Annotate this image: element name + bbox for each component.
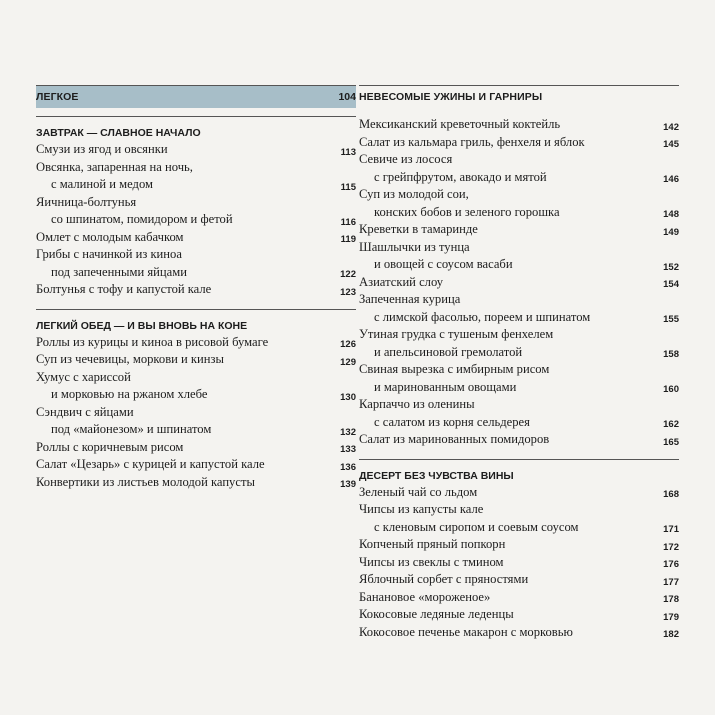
entry-title-line: Кокосовое печенье макарон с морковью (359, 624, 573, 639)
entry-title-line: и апельсиновой гремолатой (374, 344, 523, 359)
toc-entry[interactable] (359, 274, 679, 292)
entry-page-number: 155 (663, 314, 679, 325)
entry-page-number: 148 (663, 209, 679, 220)
entry-title-line: Яичница-болтунья (36, 194, 137, 209)
entry-page-number: 179 (663, 611, 679, 623)
entry-title-line: и маринованным овощами (374, 379, 517, 394)
entry-page-number: 130 (340, 391, 356, 403)
entry-page-number: 162 (663, 419, 679, 430)
entry-title-line: Зеленый чай со льдом (359, 484, 478, 499)
toc-entry[interactable] (359, 606, 679, 624)
entry-title-line: Овсянка, запаренная на ночь, (36, 159, 193, 174)
entry-title-line: Омлет с молодым кабачком (36, 229, 184, 244)
entry-title-line: Суп из чечевицы, моркови и кинзы (36, 352, 224, 366)
toc-entry[interactable] (36, 194, 356, 229)
toc-right-column (359, 85, 679, 641)
entry-title-line: Грибы с начинкой из киноа (36, 247, 182, 261)
entry-title-line: Чипсы из свеклы с тмином (359, 554, 504, 569)
entry-title-line: Запеченная курица (359, 292, 461, 306)
entry-title-line: Копченый пряный попкорн (359, 537, 506, 551)
entry-title-line: Суп из молодой сои, (359, 187, 469, 201)
entry-title-line: Чипсы из капусты кале (359, 502, 484, 516)
entry-page-number: 158 (663, 349, 679, 360)
entry-title-line: с лимской фасолью, пореем и шпинатом (374, 309, 591, 324)
entry-title-line: Севиче из лосося (359, 152, 453, 166)
entry-page-number: 132 (340, 426, 356, 438)
entry-page-number: 115 (340, 181, 356, 193)
entry-page-number: 172 (663, 541, 679, 553)
entry-title-line: с кленовым сиропом и соевым соусом (374, 519, 579, 534)
toc-entry[interactable] (36, 456, 356, 474)
toc-entry[interactable] (359, 239, 679, 274)
entry-page-number: 182 (663, 629, 679, 640)
entry-title-line: и морковью на ржаном хлебе (51, 387, 208, 401)
toc-entry[interactable] (359, 221, 679, 239)
entry-page-number: 168 (663, 489, 679, 500)
toc-entry[interactable] (36, 281, 356, 299)
toc-entry[interactable] (36, 334, 356, 352)
toc-entry[interactable] (36, 474, 356, 492)
entry-page-number: 149 (663, 226, 679, 238)
section-title: НЕВЕСОМЫЕ УЖИНЫ И ГАРНИРЫ (359, 91, 543, 103)
entry-title-line: Хумус с хариссой (36, 369, 131, 384)
entry-title-line: Болтунья с тофу и капустой кале (36, 282, 212, 296)
chapter-page-number: 104 (338, 91, 356, 103)
entry-page-number: 136 (340, 461, 356, 473)
entry-page-number: 119 (340, 234, 356, 245)
right-sections (359, 85, 679, 641)
entry-title-line: Салат из маринованных помидоров (359, 432, 550, 446)
entry-page-number: 126 (340, 339, 356, 350)
toc-entry[interactable] (359, 186, 679, 221)
toc-entry[interactable] (36, 351, 356, 369)
entry-title-line: Мексиканский креветочный коктейль (359, 117, 561, 131)
entry-title-line: и овощей с соусом васаби (374, 257, 513, 271)
entry-title-line: с грейпфрутом, авокадо и мятой (374, 169, 547, 184)
entry-page-number: 133 (340, 444, 356, 455)
entry-page-number: 146 (663, 174, 679, 185)
entry-page-number: 160 (663, 384, 679, 395)
entry-page-number: 139 (340, 479, 356, 490)
section-header (36, 309, 356, 334)
entry-title-line: Смузи из ягод и овсянки (36, 142, 168, 156)
section-header (36, 116, 356, 141)
entry-title-line: конских бобов и зеленого горошка (374, 204, 560, 219)
entry-title-line: с салатом из корня сельдерея (374, 414, 530, 429)
entry-title-line: Утиная грудка с тушеным фенхелем (359, 327, 554, 341)
entry-page-number: 129 (340, 356, 356, 368)
entry-title-line: Салат из кальмара гриль, фенхеля и яблок (359, 134, 585, 149)
entry-title-line: Шашлычки из тунца (359, 239, 470, 254)
section-header (359, 85, 679, 108)
toc-entry[interactable] (359, 624, 679, 642)
entry-title-line: Конвертики из листьев молодой капусты (36, 474, 255, 489)
toc-entry[interactable] (359, 116, 679, 134)
entry-title-line: под запеченными яйцами (51, 264, 187, 279)
entry-title-line: с малиной и медом (51, 177, 153, 191)
entry-title-line: Карпаччо из оленины (359, 397, 475, 411)
toc-entry[interactable] (359, 326, 679, 361)
section-header (359, 459, 679, 484)
chapter-header (36, 85, 356, 108)
toc-entry[interactable] (359, 396, 679, 431)
section-title: ЗАВТРАК — СЛАВНОЕ НАЧАЛО (36, 127, 201, 139)
entry-page-number: 123 (340, 286, 356, 298)
toc-entry[interactable] (36, 246, 356, 281)
section-title: ДЕСЕРТ БЕЗ ЧУВСТВА ВИНЫ (359, 469, 514, 482)
entry-page-number: 176 (663, 559, 679, 570)
entry-title-line: Яблочный сорбет с пряностями (359, 572, 529, 586)
toc-entry[interactable] (359, 536, 679, 554)
section-spacer (359, 449, 679, 459)
entry-title-line: Салат «Цезарь» с курицей и капустой кале (36, 457, 265, 471)
entry-title-line: Кокосовые ледяные леденцы (359, 607, 514, 621)
entry-page-number: 171 (663, 524, 679, 535)
toc-entry[interactable] (359, 151, 679, 186)
toc-entry[interactable] (359, 431, 679, 449)
entry-page-number: 177 (663, 576, 679, 588)
toc-left-column (36, 85, 356, 491)
entry-page-number: 122 (340, 269, 356, 280)
section-spacer (36, 299, 356, 309)
toc-entry[interactable] (359, 134, 679, 152)
toc-entry[interactable] (36, 404, 356, 439)
toc-entry[interactable] (359, 484, 679, 502)
toc-entry[interactable] (36, 141, 356, 159)
entry-title-line: Банановое «мороженое» (359, 589, 491, 604)
entry-page-number: 165 (663, 436, 679, 448)
toc-entry[interactable] (36, 229, 356, 247)
toc-entry[interactable] (359, 361, 679, 396)
toc-entry[interactable] (359, 291, 679, 326)
entry-title-line: Роллы с коричневым рисом (36, 439, 184, 454)
entry-title-line: Сэндвич с яйцами (36, 404, 134, 419)
toc-entry[interactable] (359, 589, 679, 607)
entry-page-number: 178 (663, 594, 679, 605)
left-sections (36, 116, 356, 491)
entry-page-number: 152 (663, 261, 679, 273)
entry-page-number: 142 (663, 121, 679, 133)
entry-page-number: 113 (340, 146, 356, 158)
chapter-title: ЛЕГКОЕ (36, 91, 79, 103)
entry-page-number: 154 (663, 279, 679, 290)
entry-title-line: под «майонезом» и шпинатом (51, 422, 212, 436)
entry-title-line: Креветки в тамаринде (359, 222, 478, 236)
toc-entry[interactable] (36, 159, 356, 194)
toc-entry[interactable] (36, 439, 356, 457)
toc-entry[interactable] (359, 571, 679, 589)
section-title: ЛЕГКИЙ ОБЕД — И ВЫ ВНОВЬ НА КОНЕ (36, 319, 248, 332)
entry-title-line: Азиатский слоу (359, 274, 444, 289)
toc-entry[interactable] (359, 554, 679, 572)
entry-title-line: Свиная вырезка с имбирным рисом (359, 362, 550, 376)
entry-page-number: 116 (340, 216, 356, 228)
toc-entry[interactable] (36, 369, 356, 404)
entry-title-line: Роллы из курицы и киноа в рисовой бумаге (36, 334, 269, 349)
toc-entry[interactable] (359, 501, 679, 536)
entry-title-line: со шпинатом, помидором и фетой (51, 212, 233, 226)
entry-page-number: 145 (663, 139, 679, 150)
